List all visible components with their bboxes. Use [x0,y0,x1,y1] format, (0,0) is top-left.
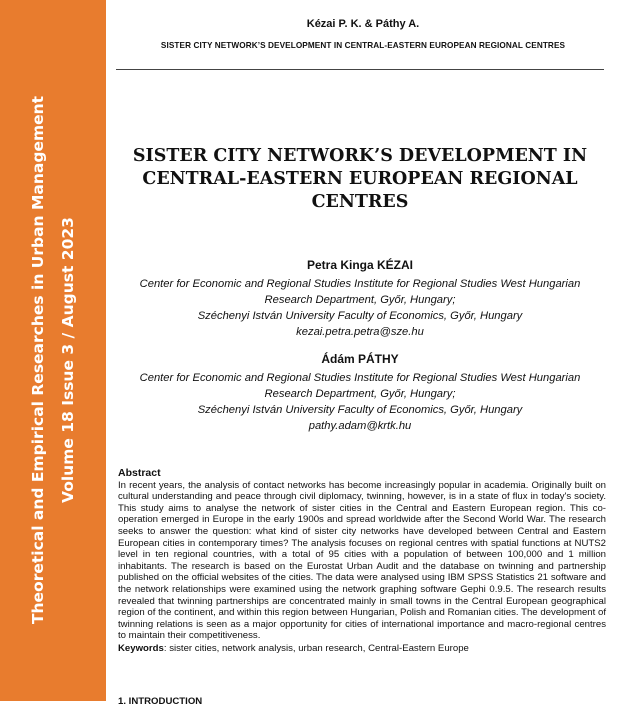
journal-issue: Volume 18 Issue 3 / August 2023 [59,217,77,503]
sidebar-text [23,20,83,700]
abstract-body: In recent years, the analysis of contact networks has become increasingly popular in academia. Originally built on cultural understanding and peace through civil diplomacy, twinning, however, is in a state of flux in today's society. This study aims to analyse the network of sister cities in the Central and Eastern European region. This co-operation emerged in Europe in the early 1900s and spread worldwide after the Second World War. The research seeks to answer the question: what kind of sister city networks have developed between Central and Eastern European cities in contemporary times? The analysis focuses on regional centres with spatial functions at NUTS2 level in ten regional countries, with a total of 95 cities with a population of between 100,000 and 1 million inhabitants. The research is based on the Eurostat Urban Audit and the database on twinning and partnership published on the official websites of the cities. The data were analysed using IBM SPSS Statistics 21 software and the network relationships were examined using the network graphing software Gephi 0.9.5. The research results revealed that twinning partnerships are concentrated mainly in small towns in the Central European geographical region of the continent, and within this region between Hungarian, Polish and Romanian cities. The development of twinning relations is seen as a major opportunity for cities of international importance and macro-regional centres to maintain their competitiveness. [118,479,606,642]
keywords-line [118,643,606,655]
keywords-label: Keywords [118,642,164,654]
journal-name: Theoretical and Empirical Researches in Urban Management [29,95,47,625]
affiliation-line: Center for Economic and Regional Studies Institute for Regional Studies West Hungarian [139,278,581,290]
affiliation-line: Research Department, Győr, Hungary; [264,388,456,400]
author-block-1 [110,257,610,340]
section-heading-introduction: 1. INTRODUCTION [118,696,203,707]
running-header-authors: Kézai P. K. & Páthy A. [306,18,420,30]
running-header-title: SISTER CITY NETWORK’S DEVELOPMENT IN CENTRAL-EASTERN EUROPEAN REGIONAL CENTRES [160,41,566,50]
title-line-2: CENTRAL-EASTERN EUROPEAN REGIONAL [142,169,578,189]
author-email[interactable]: kezai.petra.petra@sze.hu [296,326,424,338]
title-line-3: CENTRES [311,192,409,212]
affiliation-line: Center for Economic and Regional Studies Institute for Regional Studies West Hungarian [139,372,581,384]
title-line-1: SISTER CITY NETWORK’S DEVELOPMENT IN [132,146,588,166]
author-email[interactable]: pathy.adam@krtk.hu [308,420,412,432]
affiliation-line: Széchenyi István University Faculty of Economics, Győr, Hungary [197,404,523,416]
affiliation-line: Research Department, Győr, Hungary; [264,294,456,306]
keywords-text: : sister cities, network analysis, urban research, Central-Eastern Europe [163,642,469,654]
header-divider [116,69,604,70]
paper-title [120,145,600,214]
author-name: Petra Kinga KÉZAI [306,258,414,272]
affiliation-line: Széchenyi István University Faculty of Economics, Győr, Hungary [197,310,523,322]
abstract-section [118,468,606,655]
journal-sidebar [0,0,106,701]
abstract-heading: Abstract [118,467,161,479]
author-block-2 [110,351,610,434]
author-name: Ádám PÁTHY [321,352,399,366]
